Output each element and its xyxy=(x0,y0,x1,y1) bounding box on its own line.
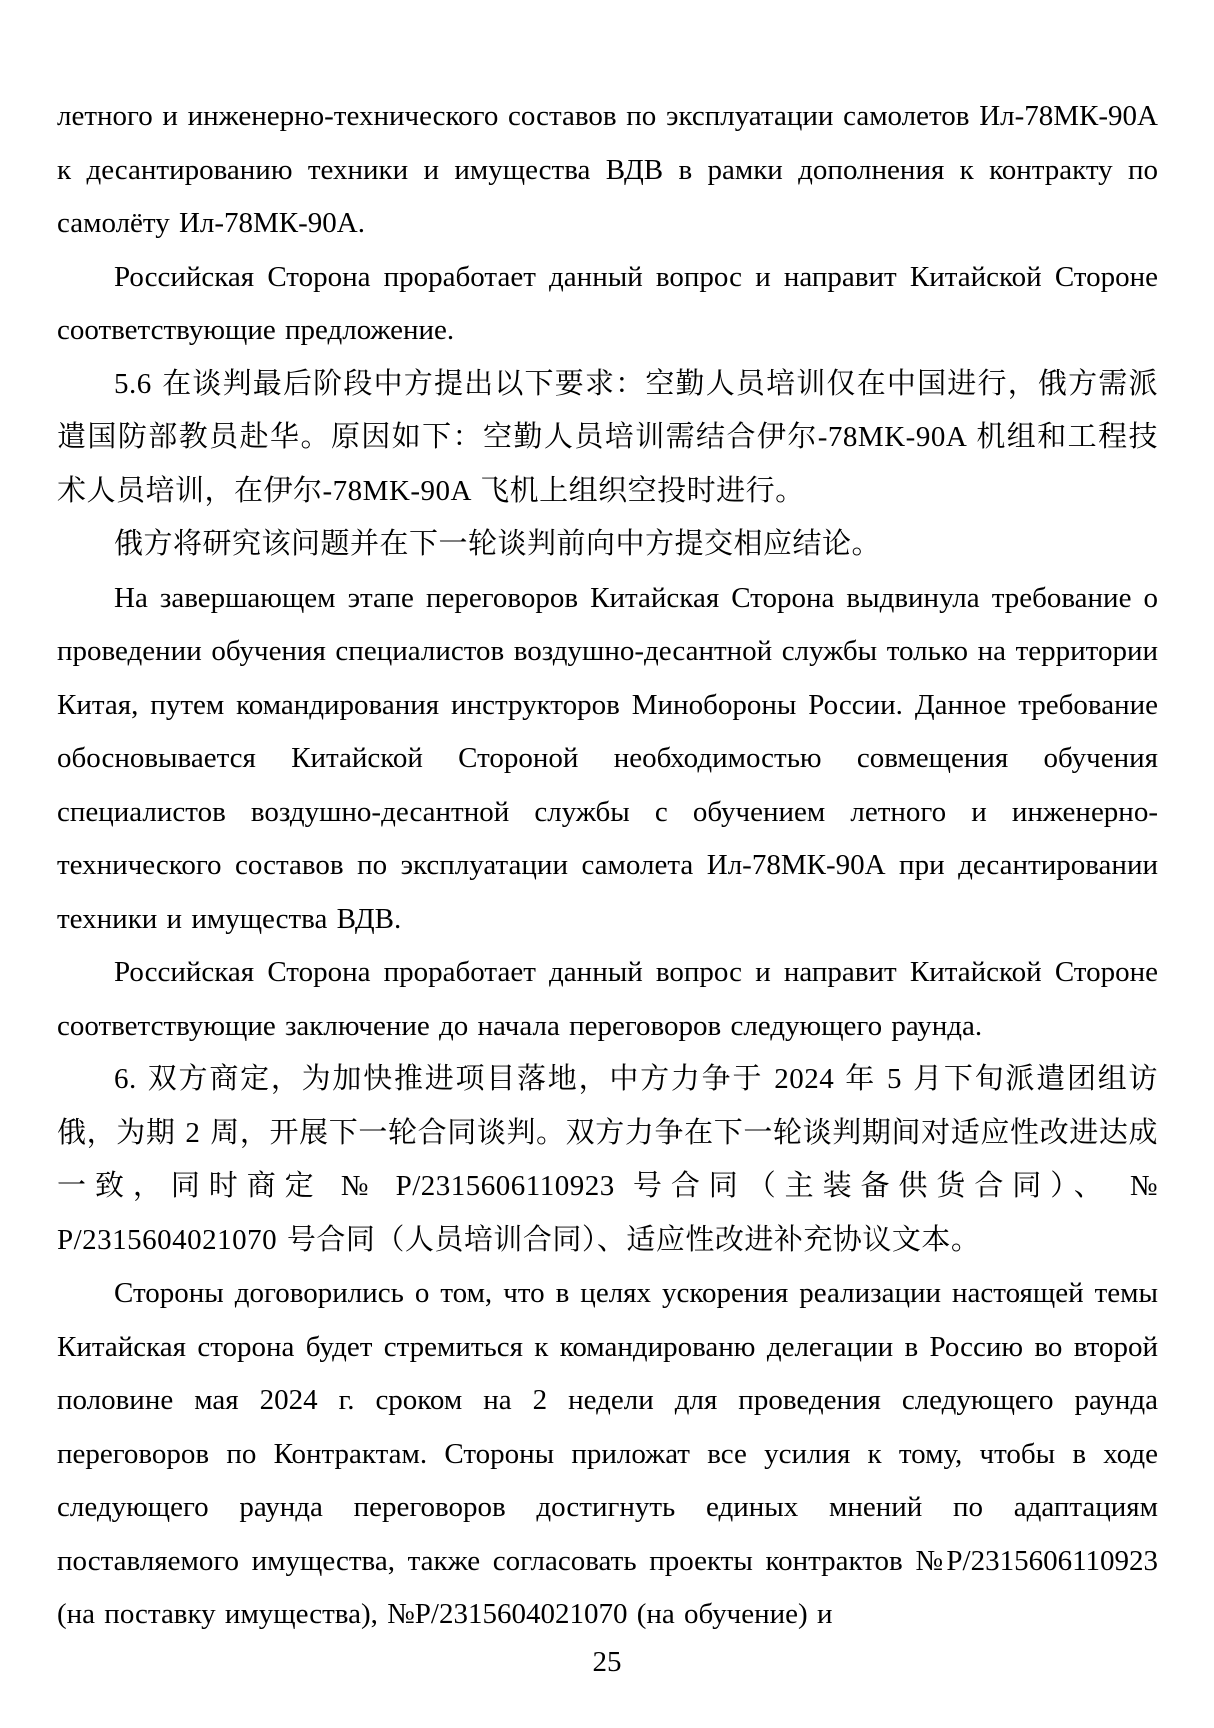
paragraph-final-stage-demand: На завершающем этапе переговоров Китайская Сторона выдвинула требование о проведении обучения специалистов воздушно-десантной службы только на территории Китая, путем командирования инструкторов Минобороны России. Данное требование обосновывается Китайской Стороной необходимостью совмещения обучения специалистов воздушно-десантной службы с обучением летного и инженерно-технического составов по эксплуатации самолета Ил-78МК-90А при десантировании техники и имущества ВДВ. xyxy=(57,581,1158,935)
paragraph-parties-agreed: Стороны договорились о том, что в целях ускорения реализации настоящей темы Китайская сторона будет стремиться к командированю делегации в Россию во второй половине мая 2024 г. сроком на 2 недели для проведения следующего раунда переговоров по Контрактам. Стороны приложат все усилия к тому, чтобы в ходе следующего раунда переговоров достигнуть единых мнений по адаптациям поставляемого имущества, также согласовать проекты контрактов №Р/2315606110923 (на поставку имущества), №Р/2315604021070 (на обучение) и xyxy=(57,1277,1158,1630)
paragraph-continuation-il78: летного и инженерно-технического составов по эксплуатации самолетов Ил-78МК-90А к десантированию техники и имущества ВДВ в рамки дополнения к контракту по самолёту Ил-78МК-90А. xyxy=(57,100,1158,239)
paragraph-5-6-chinese-demand: 5.6 在谈判最后阶段中方提出以下要求：空勤人员培训仅在中国进行，俄方需派遣国防部教员赴华。原因如下：空勤人员培训需结合伊尔-78MK-90A 机组和工程技术人员培训，在伊尔-78MK-90A 飞机上组织空投时进行。 xyxy=(57,367,1158,507)
paragraph-russia-will-study: 俄方将研究该问题并在下一轮谈判前向中方提交相应结论。 xyxy=(114,528,882,560)
paragraph-6-agreement-chinese: 6. 双方商定，为加快推进项目落地，中方力争于 2024 年 5 月下旬派遣团组访俄，为期 2 周，开展下一轮合同谈判。双方力争在下一轮谈判期间对适应性改进达成一致，同时商定 № P/2315606110923 号合同（主装备供货合同）、 № P/2315604021070 号合同（人员培训合同）、适应性改进补充协议文本。 xyxy=(57,1063,1158,1256)
document-body xyxy=(57,90,1158,1642)
paragraph-russian-side-proposal: Российская Сторона проработает данный вопрос и направит Китайской Стороне соответствующие предложение. xyxy=(57,260,1158,346)
page-number: 25 xyxy=(592,1646,622,1678)
paragraph-russian-side-conclusion: Российская Сторона проработает данный вопрос и направит Китайской Стороне соответствующие заключение до начала переговоров следующего раунда. xyxy=(57,956,1158,1042)
